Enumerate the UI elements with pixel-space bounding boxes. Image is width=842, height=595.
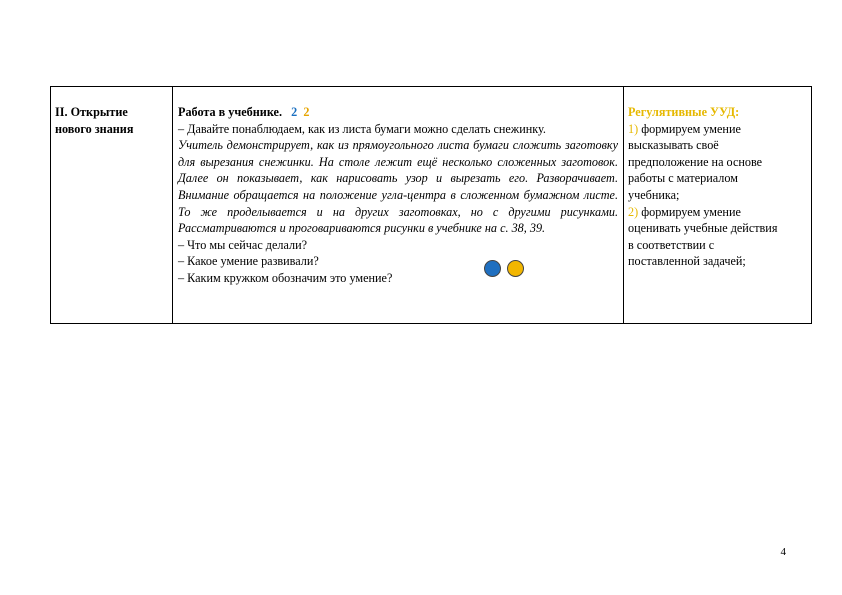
page-number: 4: [780, 546, 786, 558]
uud-item-1-line-4: работы с материалом: [628, 171, 738, 186]
page-number-orange: 2: [303, 105, 310, 119]
yellow-circle-icon: [507, 260, 524, 277]
teacher-instructions: Учитель демонстрирует, как из прямоугольного листа бумаги сложить заготовку для вырезания снежинки. На столе лежит ещё несколько сложенных заготовок. Далее он показывает, как нарисовать узор и вырезать его. Разворачивает. Внимание обращается на положение угла-центра в сложенном бумажном листе. То же проделывается и на других заготовках, но с другими рисунками. Рассматриваются и проговариваются рисунки в учебнике на с. 38, 39.: [178, 138, 618, 236]
question-4: – Каким кружком обозначим это умение?: [178, 270, 393, 285]
question-1: – Давайте понаблюдаем, как из листа бумаги можно сделать снежинку.: [178, 121, 546, 136]
work-heading: Работа в учебнике.: [178, 105, 282, 119]
uud-item-2-line-3: в соответствии с: [628, 237, 715, 252]
uud-item-2-line-1: [628, 204, 807, 221]
uud-item-2-text: формируем умение: [641, 204, 741, 219]
uud-cell: [624, 87, 811, 323]
work-cell: [173, 87, 624, 323]
work-heading-row: [178, 104, 618, 121]
lesson-table: [50, 86, 812, 324]
uud-item-2-line-2: оценивать учебные действия: [628, 221, 778, 236]
question-2: – Что мы сейчас делали?: [178, 237, 308, 252]
uud-item-1-line-1: [628, 121, 807, 138]
question-4-row: [178, 270, 618, 287]
uud-item-1-text: формируем умение: [641, 121, 741, 136]
stage-title-line-1: II. Открытие: [55, 105, 128, 119]
blue-circle-icon: [484, 260, 501, 277]
uud-item-1-line-3: предположение на основе: [628, 154, 763, 169]
uud-title: Регулятивные УУД:: [628, 105, 740, 119]
uud-item-1-number: 1): [628, 121, 639, 136]
uud-item-2-line-4: поставленной задачей;: [628, 254, 746, 269]
uud-item-1-line-5: учебника;: [628, 187, 680, 202]
stage-cell: [51, 87, 173, 323]
question-3: – Какое умение развивали?: [178, 254, 319, 269]
uud-item-1-line-2: высказывать своё: [628, 138, 719, 153]
skill-circles: [484, 260, 524, 277]
uud-item-2-number: 2): [628, 204, 639, 219]
stage-title-line-2: нового знания: [55, 121, 134, 136]
page-number-blue: 2: [291, 105, 298, 119]
